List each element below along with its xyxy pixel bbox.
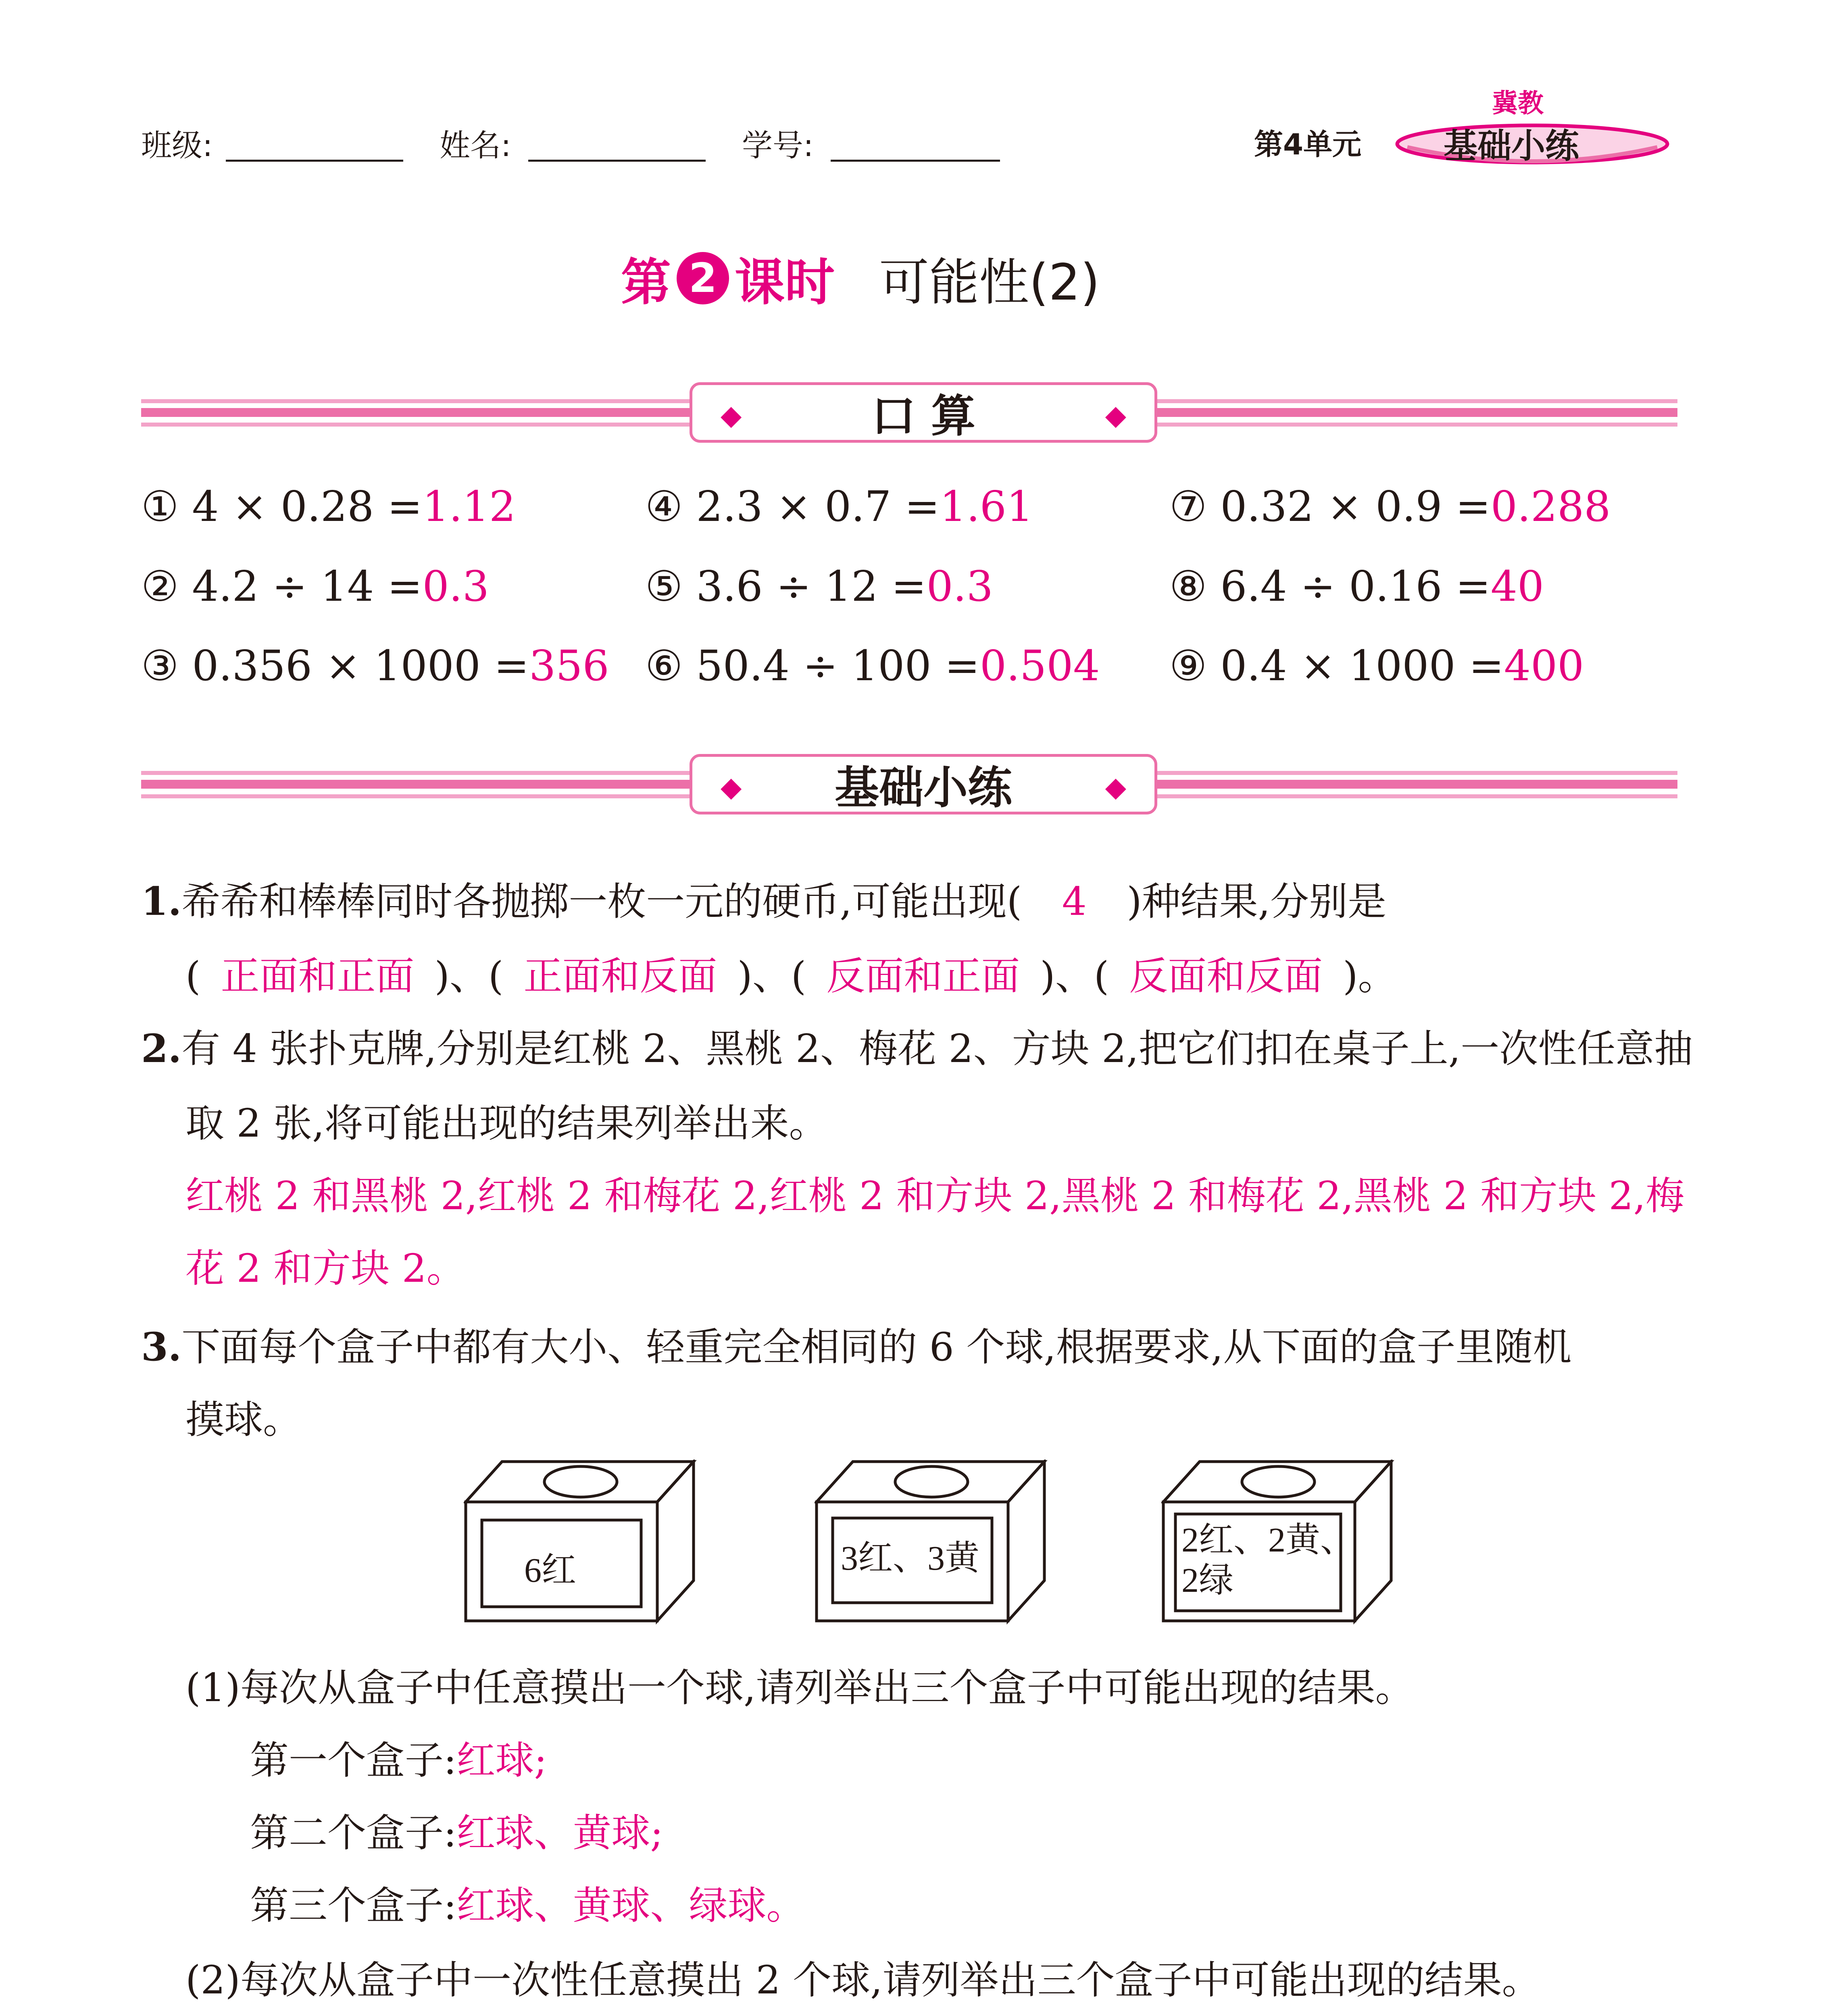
q3-part1-row: 第一个盒子:红球; [250,1738,547,1783]
q2-answer-line1: 红桃 2 和黑桃 2,红桃 2 和梅花 2,红桃 2 和方块 2,黑桃 2 和梅花 2,黑桃 2 和方块 2,梅 [185,1173,1685,1218]
q2-line2: 取 2 张,将可能出现的结果列举出来。 [185,1101,828,1146]
calc-item: ⑨ 0.4 × 1000 =400 [1169,641,1584,690]
basic-section-title: 基础小练 [835,762,1012,814]
q1-answer: 反面和反面 [1129,954,1323,999]
calc-answer: 0.288 [1490,482,1611,531]
q3-line1: 3.下面每个盒子中都有大小、轻重完全相同的 6 个球,根据要求,从下面的盒子里随机 [141,1324,1572,1370]
lesson-prefix: 第 [621,254,671,312]
calc-item: ④ 2.3 × 0.7 =1.61 [645,482,1033,531]
box-1 [464,1460,698,1631]
name-field[interactable] [528,160,706,162]
lesson-number-badge: 2 [677,252,729,304]
box-3-label-line2: 2绿 [1181,1561,1233,1599]
calc-item: ⑤ 3.6 ÷ 12 =0.3 [645,562,993,611]
q3-part1-row: 第三个盒子:红球、黄球、绿球。 [250,1883,805,1928]
q3-part2-question: (2)每次从盒子中一次性任意摸出 2 个球,请列举出三个盒子中可能出现的结果。 [185,1958,1541,2003]
box-1-label: 6红 [524,1551,576,1589]
series-logo [1391,119,1673,167]
topic-title: 可能性(2) [879,254,1100,312]
calc-answer: 0.504 [979,641,1100,690]
calc-item: ② 4.2 ÷ 14 =0.3 [141,562,489,611]
q1-answer: 正面和反面 [523,954,717,999]
q1-line2: ( 正面和正面 )、( 正面和反面 )、( 反面和正面 )、( 反面和反面 )。 [185,946,1397,1001]
q3-part1-answer: 红球、黄球; [456,1810,663,1856]
diamond-icon: ◆ [721,400,742,431]
name-label: 姓名: [440,127,511,163]
q3-part1-row: 第二个盒子:红球、黄球; [250,1810,663,1856]
calc-item: ① 4 × 0.28 =1.12 [141,482,516,531]
q1-answer: 反面和正面 [826,954,1020,999]
class-label: 班级: [141,127,213,163]
box-3-label-line1: 2红、2黄、 [1181,1520,1355,1559]
q3-part1-answer: 红球、黄球、绿球。 [456,1883,805,1928]
calc-answer: 400 [1504,641,1584,690]
box-2-label: 3红、3黄 [841,1539,979,1577]
q1-answer: 正面和正面 [221,954,415,999]
q3-part1-question: (1)每次从盒子中任意摸出一个球,请列举出三个盒子中可能出现的结果。 [185,1665,1414,1710]
oral-section-header [690,382,1157,443]
diamond-icon: ◆ [721,771,742,803]
q3-part1-answer: 红球; [456,1738,547,1783]
box-3 [1161,1460,1395,1631]
q1-answer-count: 4 [1062,879,1087,924]
calc-answer: 0.3 [926,562,993,611]
student-id-label: 学号: [742,127,814,163]
calc-answer: 1.12 [422,482,516,531]
q2-line1: 2.有 4 张扑克牌,分别是红桃 2、黑桃 2、梅花 2、方块 2,把它们扣在桌子上,一次性任意抽 [141,1026,1693,1071]
publisher-label: 冀教 [1492,89,1544,119]
lesson-suffix: 课时 [735,254,835,312]
diamond-icon: ◆ [1105,771,1126,803]
calc-item: ③ 0.356 × 1000 =356 [141,641,609,690]
calc-answer: 40 [1490,562,1544,611]
page-title [621,246,1100,310]
calc-item: ⑥ 50.4 ÷ 100 =0.504 [645,641,1100,690]
oral-section-title: 口 算 [871,390,976,442]
basic-section-header [690,754,1157,814]
calc-answer: 1.61 [940,482,1033,531]
q1-line1: 1.希希和棒棒同时各抛掷一枚一元的硬币,可能出现( 4 )种结果,分别是 [141,879,1387,924]
class-field[interactable] [226,160,403,162]
series-label: 基础小练 [1444,126,1579,166]
diamond-icon: ◆ [1105,400,1126,431]
calc-answer: 0.3 [422,562,489,611]
unit-label: 第4单元 [1254,127,1362,161]
q2-answer-line2: 花 2 和方块 2。 [185,1246,465,1291]
student-id-field[interactable] [831,160,1000,162]
calc-answer: 356 [529,641,609,690]
calc-item: ⑦ 0.32 × 0.9 =0.288 [1169,482,1611,531]
q3-line2: 摸球。 [185,1397,302,1442]
box-2 [815,1460,1048,1631]
calc-item: ⑧ 6.4 ÷ 0.16 =40 [1169,562,1544,611]
